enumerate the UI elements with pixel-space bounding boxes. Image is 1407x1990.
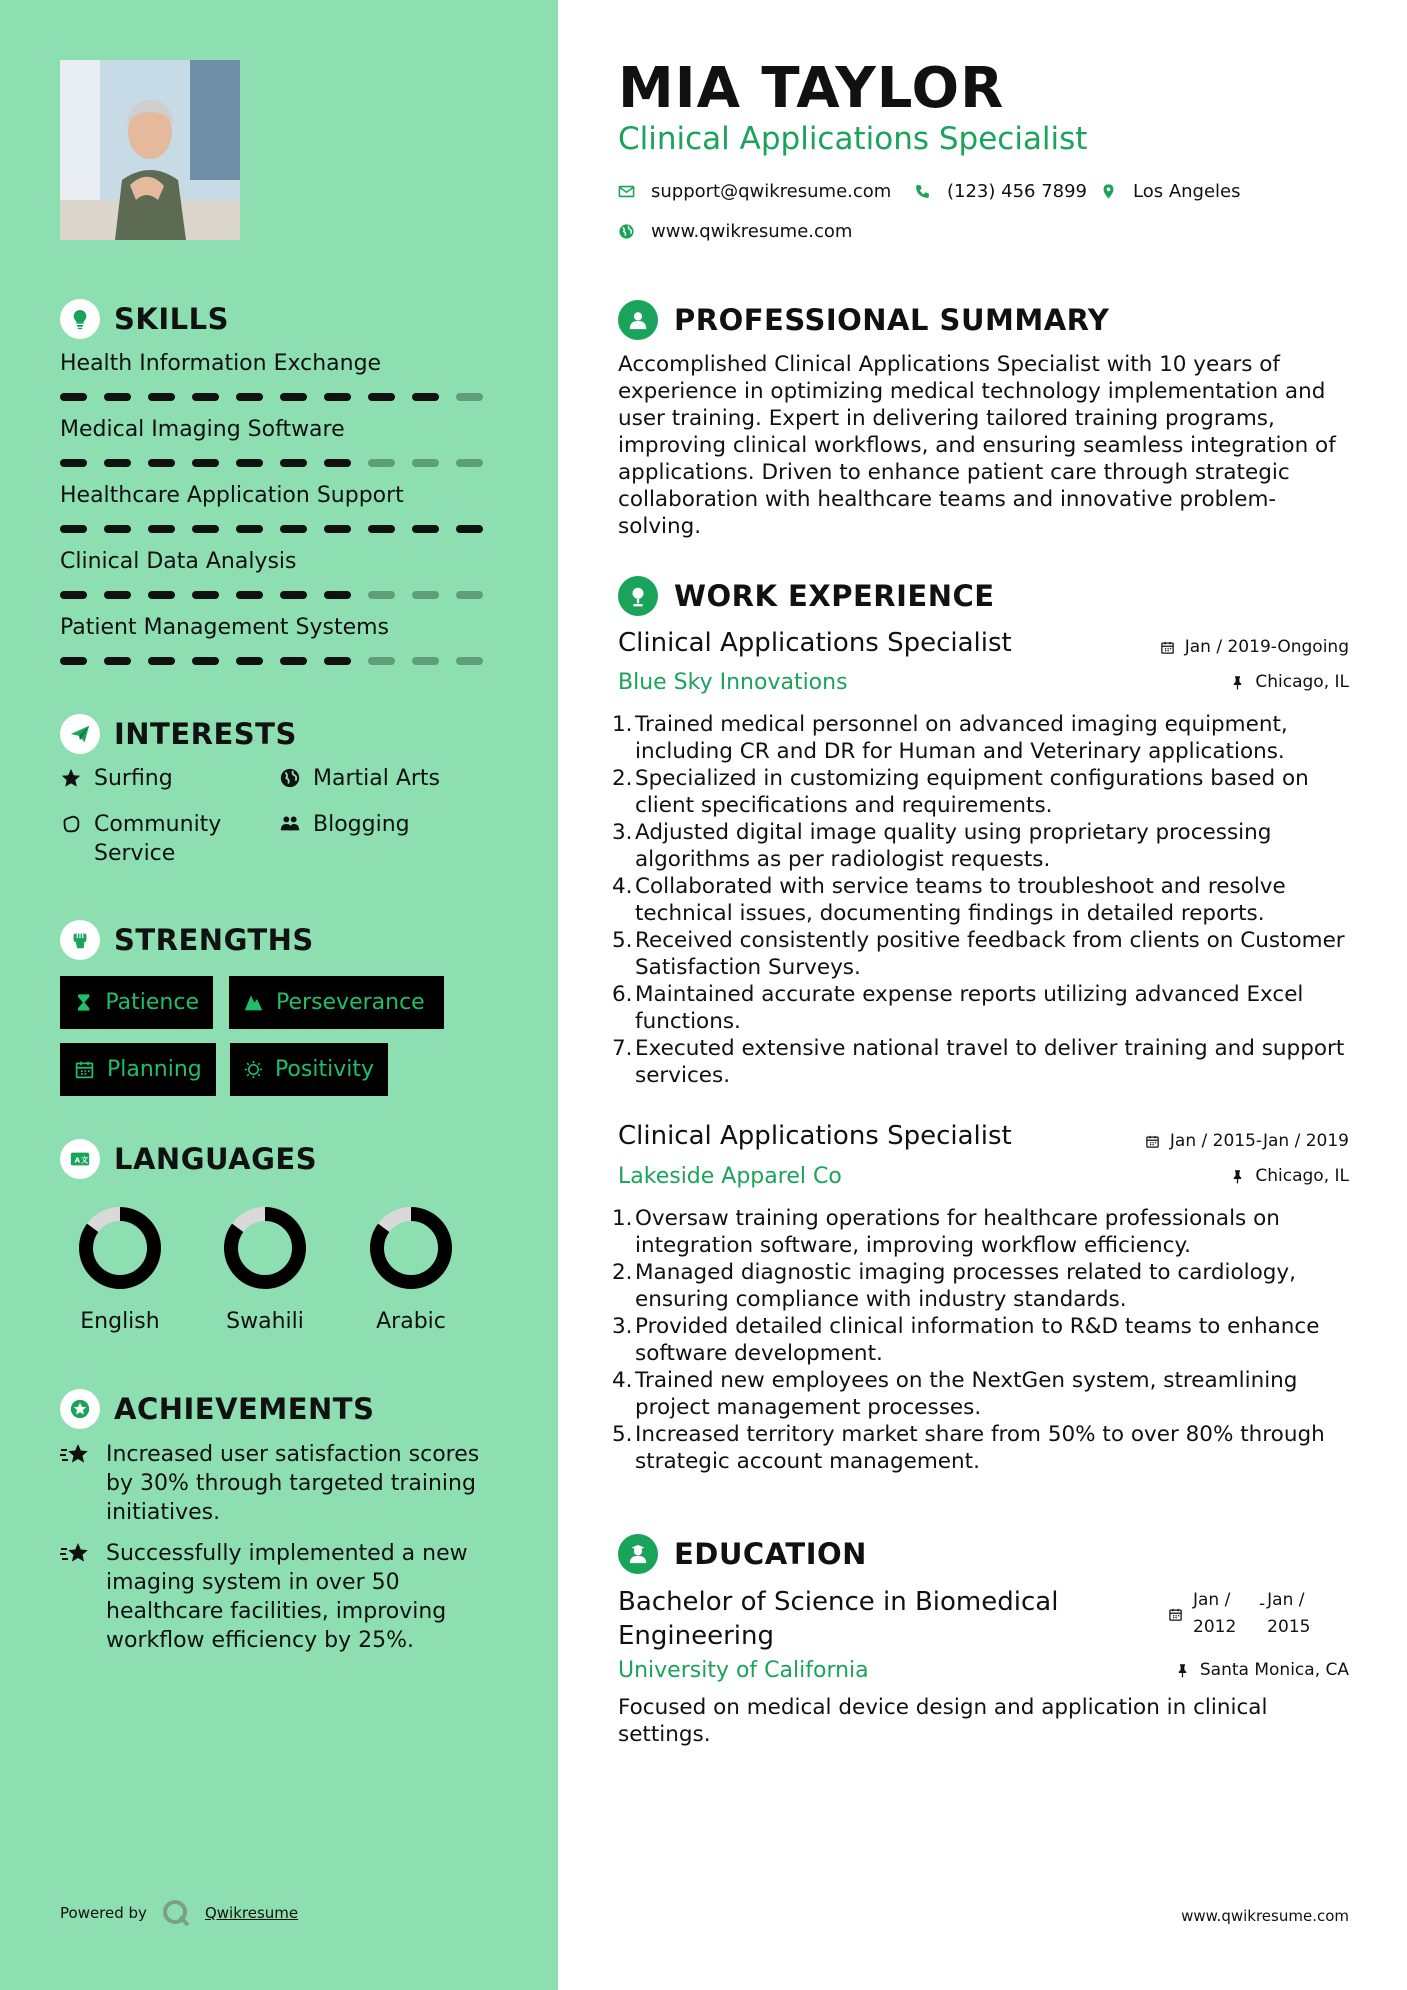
contact-location: Los Angeles [1100,181,1241,202]
achievement-item: Increased user satisfaction scores by 30% through targeted training initiatives. [60,1440,500,1527]
list-item: 1. Trained medical personnel on advanced imaging equipment, including CR and DR for Human and Veterinary applications. [612,712,1288,764]
language-item [65,1205,175,1334]
skill-level-segment [412,393,439,401]
skill-level-segment [324,525,351,533]
skill-level-segment [192,393,219,401]
pushpin-icon [1230,675,1245,690]
skill-level-segment [104,525,131,533]
skill-level-segment [148,525,175,533]
strength-chip: Positivity [230,1043,388,1096]
globe-icon [618,223,635,240]
list-item: 5. Received consistently positive feedback from clients on Customer Satisfaction Surveys. [612,928,1345,980]
list-item: 4. Trained new employees on the NextGen system, streamlining project management processes. [612,1368,1298,1420]
graduate-icon [618,1534,658,1574]
language-item [356,1205,466,1334]
education-description: Focused on medical device design and application in clinical settings. [618,1695,1268,1747]
skill-item [60,615,500,665]
skill-level-segment [148,657,175,665]
list-item: 2. Managed diagnostic imaging processes related to cardiology, ensuring compliance with industry standards. [612,1260,1296,1312]
list-item: 2. Specialized in customizing equipment configurations based on client specifications and requirements. [612,766,1309,818]
summary-heading: PROFESSIONAL SUMMARY [618,300,1109,340]
calendar-icon [1160,640,1175,655]
skill-level-segment [368,525,395,533]
list-item: 1. Oversaw training operations for healthcare professionals on integration software, improving workflow efficiency. [612,1206,1280,1258]
list-item: 6. Maintained accurate expense reports utilizing advanced Excel functions. [612,982,1304,1034]
skill-level-segment [324,657,351,665]
skill-name: Clinical Data Analysis [60,549,297,574]
skill-item [60,549,500,599]
skill-level-segment [236,525,263,533]
skill-level-segment [236,657,263,665]
list-item: 4. Collaborated with service teams to troubleshoot and resolve technical issues, documenting findings in detailed reports. [612,874,1286,926]
education-degree: Bachelor of Science in Biomedical Engineering [618,1587,1059,1651]
language-name: Swahili [226,1309,304,1334]
skill-level-segment [60,657,87,665]
calendar-icon [74,1059,95,1080]
skill-level-segment [236,591,263,599]
briefcase-icon [618,576,658,616]
skill-level-segment [148,591,175,599]
list-item: 3. Provided detailed clinical information to R&D teams to enhance software development. [612,1314,1320,1366]
skill-level-segment [412,525,439,533]
pushpin-icon [1230,1169,1245,1184]
skill-item [60,417,500,467]
climb-icon [243,992,264,1013]
job-bullets [612,1205,1362,1475]
skill-level-segment [104,657,131,665]
skill-level-segment [456,591,483,599]
job-bullets [612,711,1362,1089]
skill-name: Healthcare Application Support [60,483,404,508]
powered-by: Powered by Qwikresume [60,1898,298,1928]
footer-website[interactable]: www.qwikresume.com [1181,1907,1349,1925]
language-item [210,1205,320,1334]
interests-heading: INTERESTS [60,714,297,754]
skill-level-segment [104,393,131,401]
skill-level-segment [368,657,395,665]
interest-item: Martial Arts [279,764,440,793]
skill-item [60,483,500,533]
skill-level-segment [104,459,131,467]
job-location: Chicago, IL [1230,672,1349,692]
candidate-title: Clinical Applications Specialist [618,121,1088,157]
skill-level-segment [236,393,263,401]
skill-level-segment [60,393,87,401]
strengths-heading: STRENGTHS [60,920,314,960]
job-company: Lakeside Apparel Co [618,1164,842,1189]
skill-name: Patient Management Systems [60,615,390,640]
education-heading: EDUCATION [618,1534,867,1574]
skill-level-bar [60,657,500,665]
language-name: Arabic [376,1309,446,1334]
strength-chip: Perseverance [229,976,444,1029]
pushpin-icon [1175,1663,1190,1678]
calendar-icon [1145,1134,1160,1149]
contact-email: support@qwikresume.com [618,181,891,202]
strength-chip: Planning [60,1043,216,1096]
list-item: 5. Increased territory market share from 50% to over 80% through strategic account management. [612,1422,1325,1474]
qwikresume-logo-icon [161,1898,191,1928]
skill-level-segment [148,459,175,467]
svg-text:A: A [74,1155,81,1165]
skill-level-segment [412,459,439,467]
skill-level-segment [280,525,307,533]
sun-icon [244,1059,263,1080]
skill-level-segment [104,591,131,599]
paper-plane-icon [60,714,100,754]
contact-phone: (123) 456 7899 [914,181,1087,202]
skill-level-segment [192,657,219,665]
skill-level-segment [60,525,87,533]
skill-level-segment [324,393,351,401]
skill-level-segment [456,459,483,467]
skills-heading: SKILLS [60,299,229,339]
skill-level-segment [368,591,395,599]
skill-level-segment [280,459,307,467]
strength-chip: Patience [60,976,213,1029]
user-icon [618,300,658,340]
skill-level-bar [60,525,500,533]
skill-level-segment [324,459,351,467]
qwikresume-link[interactable]: Qwikresume [204,1904,299,1922]
skill-level-segment [368,393,395,401]
list-item: 7. Executed extensive national travel to deliver training and support services. [612,1036,1345,1088]
award-star-icon [60,1389,100,1429]
skill-level-segment [368,459,395,467]
skill-level-segment [412,657,439,665]
languages-heading: A 文 LANGUAGES [60,1139,317,1179]
job-role: Clinical Applications Specialist [618,628,1012,658]
skill-level-bar [60,459,500,467]
skill-level-segment [280,393,307,401]
skill-level-segment [456,393,483,401]
language-icon [60,1139,100,1179]
language-level-ring [368,1205,454,1291]
skill-level-segment [148,393,175,401]
skill-level-segment [192,525,219,533]
job-location: Chicago, IL [1230,1166,1349,1186]
education-location: Santa Monica, CA [1175,1660,1349,1680]
achievements-heading: ACHIEVEMENTS [60,1389,374,1429]
skill-level-bar [60,393,500,401]
hand-icon [60,813,82,835]
skill-level-segment [192,459,219,467]
skill-level-bar [60,591,500,599]
summary-text: Accomplished Clinical Applications Specialist with 10 years of experience in optimizing medical technology implementation and user training. Expert in delivering tailored training programs, improving clinical workflows, and ensuring seamless integration of applications. Driven to enhance patient care through strategic collaboration with healthcare teams and innovative problem-solving. [618,352,1336,539]
star-icon [60,767,82,789]
job-dates: Jan / 2015-Jan / 2019 [1145,1131,1349,1151]
experience-heading: WORK EXPERIENCE [618,576,995,616]
star-burst-icon [60,1541,90,1567]
language-name: English [80,1309,160,1334]
skill-level-segment [412,591,439,599]
skill-level-segment [60,459,87,467]
lightbulb-icon [60,299,100,339]
skill-name: Health Information Exchange [60,351,382,376]
star-burst-icon [60,1442,90,1468]
interest-item: Community Service [60,810,260,868]
job-role: Clinical Applications Specialist [618,1121,1012,1151]
education-school: University of California [618,1658,869,1683]
skill-name: Medical Imaging Software [60,417,345,442]
users-icon [279,813,301,835]
education-dates: Jan / 2012 - Jan / 2015 [1168,1587,1310,1641]
job-dates: Jan / 2019-Ongoing [1160,637,1349,657]
profile-photo [60,60,240,240]
candidate-name: MIA TAYLOR [618,56,1005,121]
skill-level-segment [280,657,307,665]
skill-level-segment [456,525,483,533]
language-level-ring [222,1205,308,1291]
envelope-icon [618,183,635,200]
skill-level-segment [280,591,307,599]
job-company: Blue Sky Innovations [618,670,848,695]
sidebar [0,0,558,1990]
contact-website: www.qwikresume.com [618,221,852,242]
achievement-item: Successfully implemented a new imaging system in over 50 healthcare facilities, improving workflow efficiency by 25%. [60,1539,500,1655]
skill-level-segment [456,657,483,665]
fist-icon [60,920,100,960]
skill-item [60,351,500,401]
list-item: 3. Adjusted digital image quality using proprietary processing algorithms as per radiologist requests. [612,820,1272,872]
svg-text:文: 文 [80,1155,89,1165]
language-level-ring [77,1205,163,1291]
skill-level-segment [236,459,263,467]
globe-icon [279,767,301,789]
skill-level-segment [60,591,87,599]
skill-level-segment [192,591,219,599]
interest-item: Surfing [60,764,173,793]
calendar-icon [1168,1607,1183,1622]
interest-item: Blogging [279,810,410,839]
skill-level-segment [324,591,351,599]
map-pin-icon [1100,183,1117,200]
phone-icon [914,183,931,200]
hourglass-icon [74,992,93,1013]
